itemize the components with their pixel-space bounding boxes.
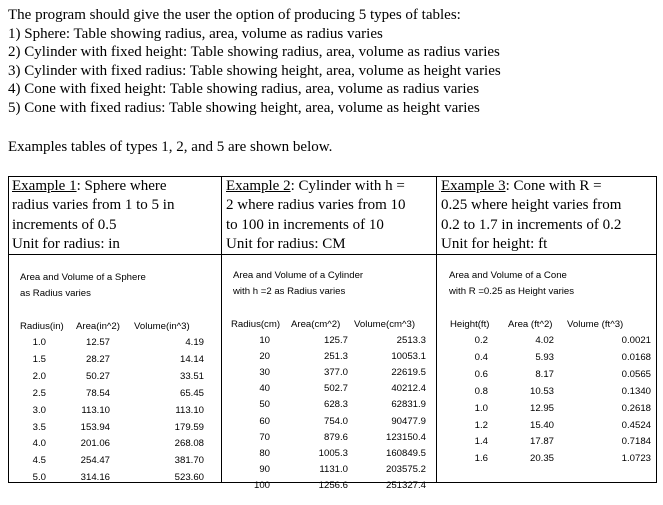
table-title-line: with R =0.25 as Height varies — [449, 286, 575, 297]
table-cell: 381.70 — [174, 455, 204, 467]
table-cell: 80 — [259, 447, 270, 459]
column-header: Volume(cm^3) — [354, 319, 416, 330]
table-cell: 65.45 — [179, 387, 204, 399]
table-cell: 0.2618 — [621, 402, 651, 414]
column-header: Height(ft) — [450, 319, 490, 330]
example-1-line: Unit for radius: in — [12, 235, 120, 252]
example-1-line: : Sphere where — [76, 178, 167, 194]
table-cell: 3.0 — [32, 404, 46, 416]
table-cell: 314.16 — [80, 472, 110, 484]
table-cell: 70 — [259, 431, 270, 443]
table-cell: 113.10 — [175, 404, 204, 416]
table-cell: 3.5 — [32, 421, 46, 433]
column-header: Area(cm^2) — [291, 319, 341, 330]
table-cell: 502.7 — [323, 383, 348, 395]
intro-line: The program should give the user the option of producing 5 types of tables: — [8, 7, 461, 23]
intro-line: 5) Cone with fixed radius: Table showing height, area, volume as height varies — [8, 99, 480, 116]
table-cell: 1.5 — [32, 353, 46, 365]
table-cell: 251.3 — [323, 351, 348, 363]
grid-border — [8, 176, 9, 483]
table-cell: 4.5 — [32, 455, 46, 467]
table-cell: 100 — [253, 479, 270, 491]
table-cell: 179.59 — [174, 421, 204, 433]
table-cell: 30 — [259, 367, 270, 379]
example-3-line: : Cone with R = — [505, 178, 602, 194]
table-cell: 1.6 — [474, 453, 488, 465]
table-cell: 879.6 — [323, 431, 348, 443]
table-cell: 0.4 — [474, 351, 488, 363]
table-cell: 62831.9 — [391, 399, 426, 411]
cylinder-table-title — [233, 268, 363, 300]
table-cell: 33.51 — [179, 370, 204, 382]
example-2-line: to 100 in increments of 10 — [226, 216, 384, 233]
column-header: Radius(in) — [20, 321, 64, 332]
table-cell: 12.57 — [85, 337, 110, 348]
table-cell: 90 — [259, 463, 270, 475]
example-2-description — [226, 177, 406, 254]
table-cell: 1.0 — [32, 337, 46, 348]
table-cell: 1256.6 — [318, 479, 348, 491]
table-cell: 0.6 — [474, 368, 488, 380]
example-2-line: 2 where radius varies from 10 — [226, 197, 406, 214]
example-1-line: radius varies from 1 to 5 in — [12, 197, 175, 214]
table-cell: 10 — [259, 335, 270, 346]
table-cell: 1005.3 — [318, 447, 348, 459]
example-3-line: 0.2 to 1.7 in increments of 0.2 — [441, 216, 622, 233]
table-cell: 10.53 — [529, 385, 554, 397]
table-cell: 377.0 — [323, 367, 348, 379]
example-2-line: Unit for radius: CM — [226, 235, 346, 252]
table-cell: 40212.4 — [391, 383, 426, 395]
table-cell: 201.06 — [80, 438, 110, 450]
column-header: Volume(in^3) — [134, 321, 190, 332]
examples-grid — [8, 176, 657, 491]
table-cell: 78.54 — [85, 387, 110, 399]
table-cell: 123150.4 — [385, 431, 426, 443]
cone-table-title — [449, 268, 574, 300]
example-3-line: 0.25 where height varies from — [441, 197, 622, 214]
table-title-line: with h =2 as Radius varies — [233, 286, 346, 297]
table-cell: 1.4 — [474, 436, 488, 448]
table-cell: 113.10 — [81, 404, 110, 416]
sphere-table-title — [20, 270, 146, 302]
intro-line: 1) Sphere: Table showing radius, area, volume as radius varies — [8, 25, 383, 42]
table-cell: 0.0021 — [621, 335, 651, 346]
table-cell: 1.0723 — [621, 453, 651, 465]
examples-note: Examples tables of types 1, 2, and 5 are shown below. — [8, 139, 333, 155]
example-1-label: Example 1 — [12, 178, 77, 194]
table-cell: 14.14 — [179, 353, 204, 365]
table-cell: 22619.5 — [391, 367, 426, 379]
table-cell: 523.60 — [174, 472, 204, 484]
table-cell: 754.0 — [323, 415, 348, 427]
table-cell: 5.93 — [535, 351, 554, 363]
table-cell: 153.94 — [80, 421, 110, 433]
table-cell: 203575.2 — [385, 463, 426, 475]
example-2-label: Example 2 — [226, 178, 291, 194]
table-cell: 20.35 — [529, 453, 554, 465]
table-cell: 60 — [259, 415, 270, 427]
table-cell: 28.27 — [85, 353, 110, 365]
table-cell: 17.87 — [529, 436, 554, 448]
table-cell: 2.0 — [32, 370, 46, 382]
table-cell: 8.17 — [535, 368, 554, 380]
column-header: Volume (ft^3) — [567, 319, 624, 330]
table-title-line: Area and Volume of a Sphere — [20, 272, 146, 283]
intro-line: 2) Cylinder with fixed height: Table showing radius, area, volume as radius varies — [8, 44, 500, 61]
requirements-list — [8, 6, 501, 118]
table-cell: 40 — [259, 383, 270, 395]
table-cell: 1131.0 — [319, 463, 348, 475]
table-title-line: as Radius varies — [20, 288, 91, 299]
table-cell: 10053.1 — [391, 351, 426, 363]
example-3-description — [441, 177, 621, 254]
table-cell: 1.2 — [474, 419, 488, 431]
table-cell: 90477.9 — [391, 415, 426, 427]
table-title-line: Area and Volume of a Cylinder — [233, 270, 364, 281]
table-cell: 50 — [259, 399, 270, 411]
table-cell: 0.8 — [474, 385, 488, 397]
grid-border — [656, 176, 657, 483]
table-cell: 5.0 — [32, 472, 46, 484]
table-cell: 0.7184 — [621, 436, 651, 448]
table-cell: 0.1340 — [621, 385, 651, 397]
table-cell: 268.08 — [174, 438, 204, 450]
table-cell: 125.7 — [323, 335, 348, 346]
column-header: Area (ft^2) — [508, 319, 553, 330]
table-cell: 4.0 — [32, 438, 46, 450]
example-3-line: Unit for height: ft — [441, 235, 548, 252]
example-1-line: increments of 0.5 — [12, 216, 117, 233]
grid-divider — [221, 176, 222, 483]
table-cell: 2513.3 — [396, 335, 426, 346]
table-cell: 12.95 — [529, 402, 554, 414]
table-cell: 4.02 — [535, 335, 554, 346]
example-3-label: Example 3 — [441, 178, 506, 194]
table-title-line: Area and Volume of a Cone — [449, 270, 567, 281]
table-cell: 2.5 — [32, 387, 46, 399]
table-cell: 628.3 — [323, 399, 348, 411]
table-cell: 160849.5 — [385, 447, 426, 459]
table-cell: 1.0 — [474, 402, 488, 414]
example-1-description — [12, 177, 174, 254]
table-cell: 0.2 — [474, 335, 488, 346]
example-2-line: : Cylinder with h = — [290, 178, 405, 194]
table-cell: 0.0565 — [621, 368, 651, 380]
table-cell: 4.19 — [185, 337, 204, 348]
grid-divider — [436, 176, 437, 483]
table-cell: 251327.4 — [385, 479, 426, 491]
table-cell: 254.47 — [80, 455, 110, 467]
table-cell: 0.4524 — [621, 419, 651, 431]
table-cell: 0.0168 — [621, 351, 651, 363]
table-cell: 50.27 — [85, 370, 110, 382]
intro-line: 4) Cone with fixed height: Table showing radius, area, volume as radius varies — [8, 81, 480, 98]
intro-line: 3) Cylinder with fixed radius: Table showing height, area, volume as height varies — [8, 62, 501, 79]
column-header: Area(in^2) — [76, 321, 120, 332]
table-cell: 20 — [259, 351, 270, 363]
table-cell: 15.40 — [529, 419, 554, 431]
column-header: Radius(cm) — [231, 319, 281, 330]
